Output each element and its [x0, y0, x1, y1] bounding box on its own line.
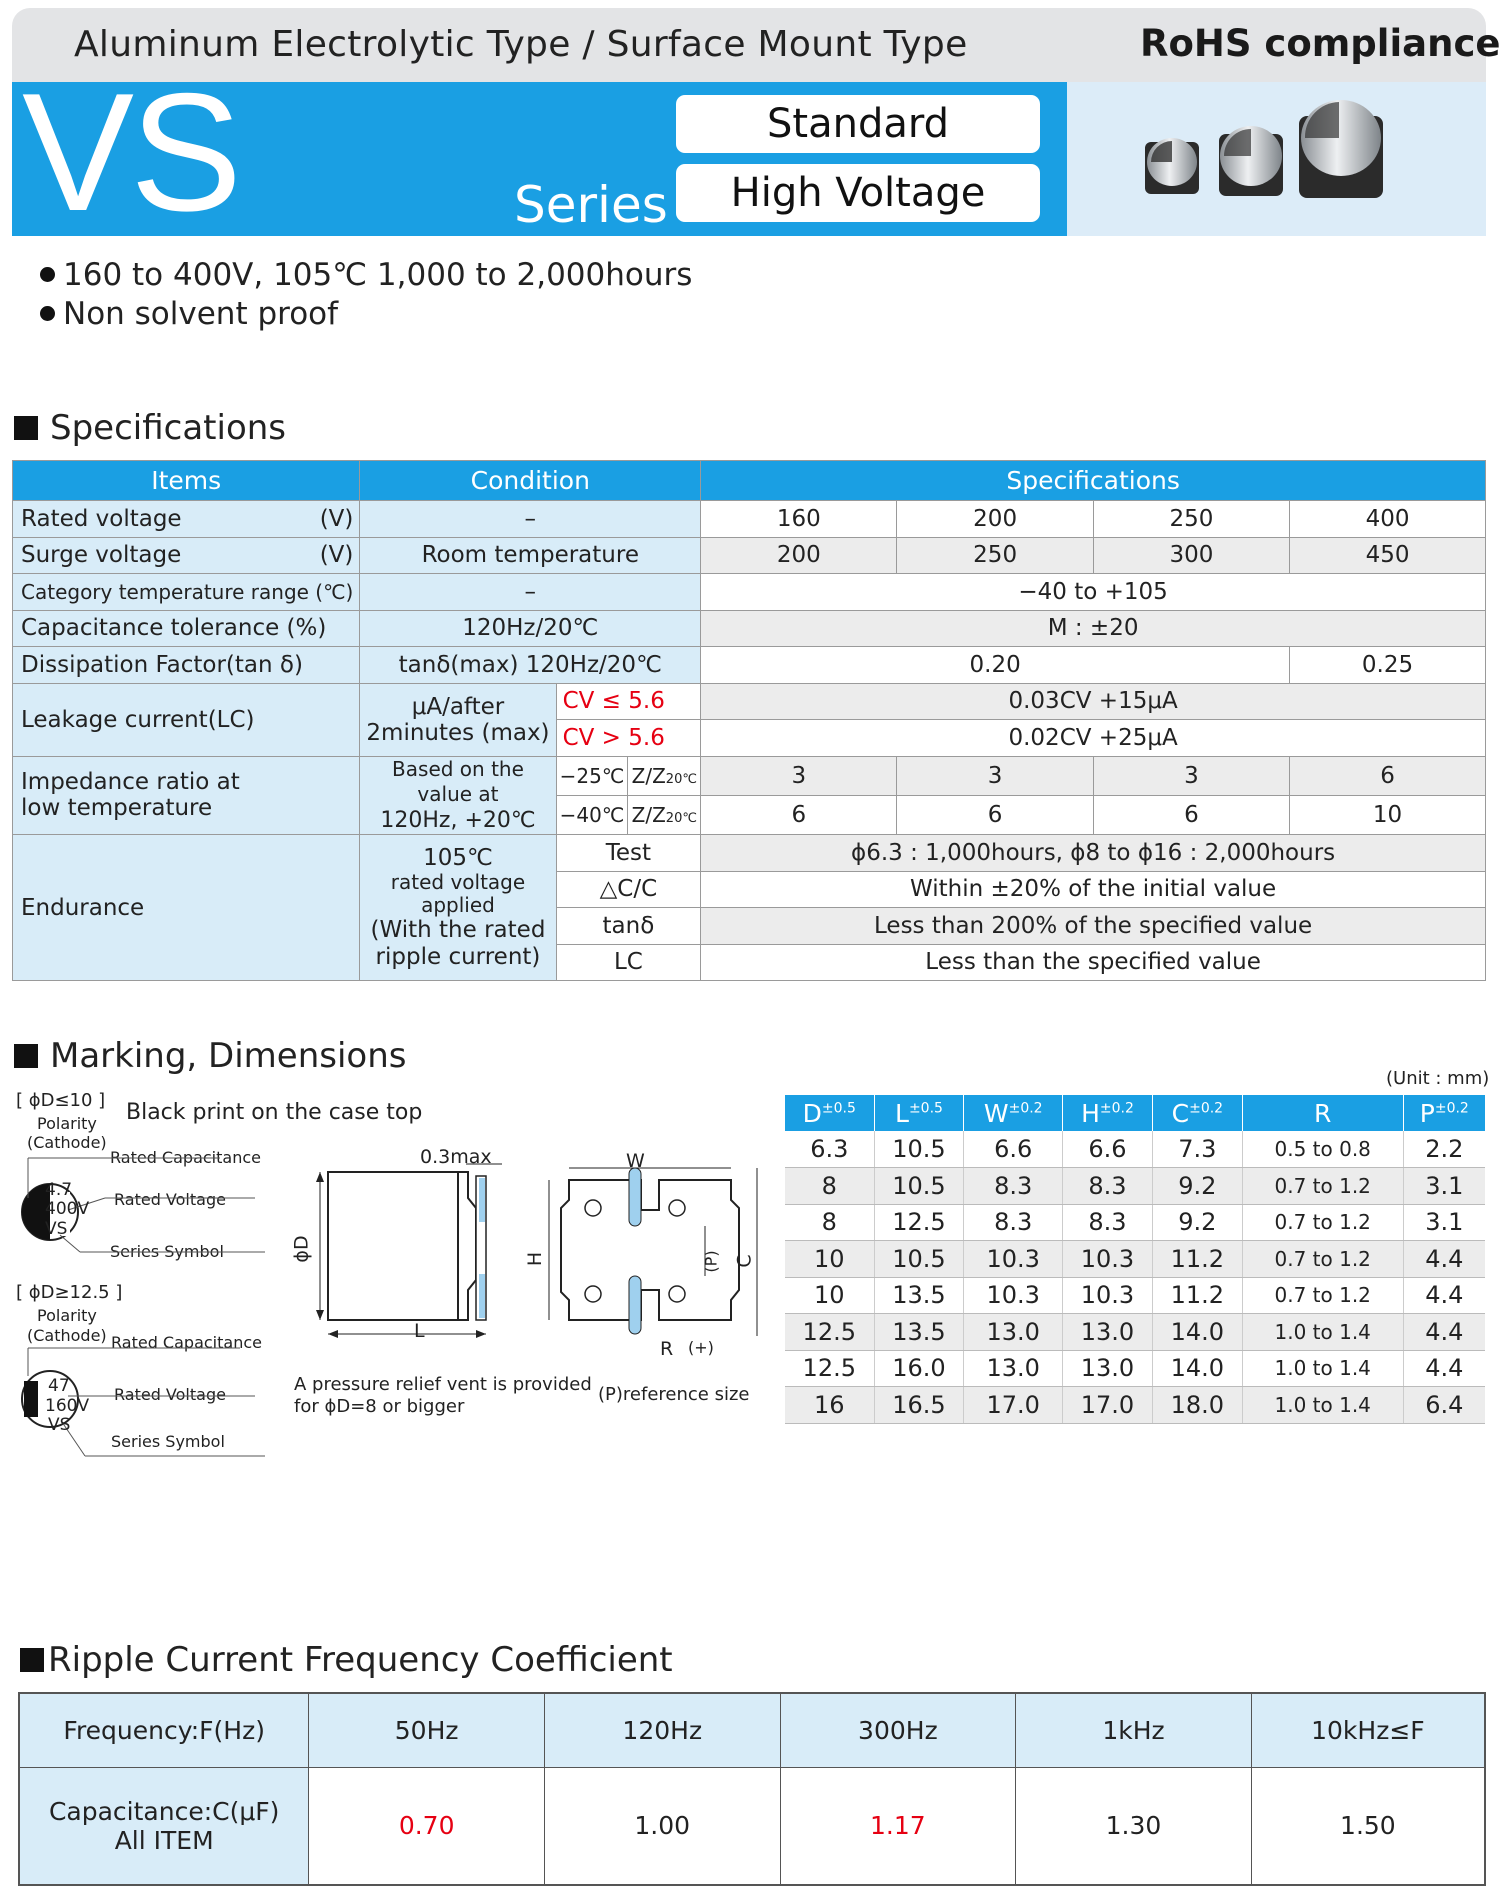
dim-p-label: (P)	[701, 1250, 721, 1273]
table-cell: 16.0	[874, 1350, 964, 1387]
square-bullet-icon	[14, 1044, 38, 1068]
table-cell: 10.3	[964, 1277, 1063, 1314]
value-cell: 0.20	[701, 647, 1290, 684]
table-cell: 10.5	[874, 1168, 964, 1205]
marking-series-symbol: VS	[48, 1415, 71, 1435]
square-bullet-icon	[14, 416, 38, 440]
table-row	[13, 647, 1486, 684]
table-row	[785, 1277, 1485, 1314]
condition-cell: –	[360, 574, 701, 611]
tag-high-voltage: High Voltage	[676, 164, 1040, 222]
series-symbol-label: Series Symbol	[111, 1432, 225, 1451]
dim-c-label: C	[733, 1254, 756, 1268]
series-code: VS	[22, 58, 239, 246]
frequency-label: Frequency:F(Hz)	[19, 1693, 309, 1767]
table-cell: 9.2	[1152, 1168, 1242, 1205]
table-cell: 9.2	[1152, 1204, 1242, 1241]
table-row	[785, 1168, 1485, 1205]
table-cell: 16	[785, 1387, 874, 1424]
frequency-cell: 300Hz	[780, 1693, 1016, 1767]
table-row	[13, 501, 1486, 538]
marking-capacitance: 4.7	[45, 1180, 73, 1200]
reference-size-note: (P)reference size	[598, 1384, 750, 1405]
table-cell: 8.3	[964, 1168, 1063, 1205]
z-ratio-cell: Z/Z20℃	[628, 756, 701, 795]
dim-h-label: H	[524, 1251, 547, 1267]
value-cell: 200	[701, 537, 897, 574]
capacitor-photo-image	[1067, 82, 1486, 236]
header-specifications: Specifications	[701, 461, 1486, 501]
endurance-key-cell: LC	[556, 944, 701, 981]
frequency-row	[19, 1693, 1485, 1767]
table-cell: 13.0	[964, 1350, 1063, 1387]
capacitance-label: Capacitance:C(μF) All ITEM	[19, 1767, 309, 1885]
coefficient-cell: 1.30	[1016, 1767, 1252, 1885]
dim-r-label: R	[660, 1338, 674, 1360]
dimensions-header-row	[785, 1095, 1485, 1131]
ripple-heading: Ripple Current Frequency Coefficient	[20, 1640, 673, 1680]
value-cell: 6	[701, 795, 897, 834]
rated-volt-label: Rated Voltage	[114, 1190, 226, 1209]
dim-03max-label: 0.3max	[420, 1146, 492, 1168]
table-cell: 1.0 to 1.4	[1242, 1350, 1403, 1387]
header-items: Items	[13, 461, 360, 501]
table-row	[13, 610, 1486, 647]
specifications-table	[12, 460, 1486, 981]
column-header: $P^{\pm 0.2}$	[1403, 1095, 1485, 1131]
column-header: $H^{\pm 0.2}$	[1063, 1095, 1153, 1131]
value-cell: Within ±20% of the initial value	[701, 871, 1486, 908]
row-label: Rated voltage (V)	[13, 501, 360, 538]
table-cell: 10.5	[874, 1131, 964, 1168]
table-cell: 0.5 to 0.8	[1242, 1131, 1403, 1168]
table-cell: 8.3	[1063, 1204, 1153, 1241]
table-cell: 6.4	[1403, 1387, 1485, 1424]
table-cell: 2.2	[1403, 1131, 1485, 1168]
product-type-title: Aluminum Electrolytic Type / Surface Mount Type	[74, 24, 968, 65]
table-row	[13, 537, 1486, 574]
coefficient-row	[19, 1767, 1485, 1885]
temp-cell: −40℃	[556, 795, 628, 834]
condition-cell: Room temperature	[360, 537, 701, 574]
table-cell: 8.3	[964, 1204, 1063, 1241]
table-cell: 18.0	[1152, 1387, 1242, 1424]
value-cell: 200	[897, 501, 1093, 538]
value-cell: 400	[1290, 501, 1486, 538]
marking-capacitance: 47	[48, 1376, 70, 1396]
value-cell: 300	[1093, 537, 1289, 574]
endurance-key-cell: tanδ	[556, 908, 701, 945]
value-cell: 450	[1290, 537, 1486, 574]
unit-label: (Unit : mm)	[1386, 1068, 1490, 1089]
table-cell: 14.0	[1152, 1314, 1242, 1351]
table-cell: 12.5	[874, 1204, 964, 1241]
table-cell: 0.7 to 1.2	[1242, 1241, 1403, 1278]
table-row	[785, 1350, 1485, 1387]
value-cell: Less than 200% of the specified value	[701, 908, 1486, 945]
column-header: $C^{\pm 0.2}$	[1152, 1095, 1242, 1131]
value-cell: 0.03CV +15μA	[701, 683, 1486, 720]
row-label: Dissipation Factor(tan δ)	[13, 647, 360, 684]
table-cell: 3.1	[1403, 1204, 1485, 1241]
column-header: R	[1242, 1095, 1403, 1131]
table-cell: 8	[785, 1204, 874, 1241]
row-label: Category temperature range (℃)	[13, 574, 360, 611]
table-cell: 10.3	[964, 1241, 1063, 1278]
value-cell: ϕ6.3 : 1,000hours, ϕ8 to ϕ16 : 2,000hours	[701, 835, 1486, 872]
coefficient-cell: 1.50	[1251, 1767, 1485, 1885]
table-cell: 6.3	[785, 1131, 874, 1168]
value-cell: 3	[897, 756, 1093, 795]
table-cell: 11.2	[1152, 1277, 1242, 1314]
rated-volt-label: Rated Voltage	[114, 1385, 226, 1404]
row-label: Leakage current(LC)	[13, 683, 360, 756]
frequency-cell: 120Hz	[544, 1693, 780, 1767]
table-cell: 13.0	[964, 1314, 1063, 1351]
row-label: Endurance	[13, 835, 360, 981]
table-cell: 0.7 to 1.2	[1242, 1204, 1403, 1241]
table-cell: 6.6	[1063, 1131, 1153, 1168]
polarity-label: Polarity	[37, 1114, 97, 1133]
table-cell: 0.7 to 1.2	[1242, 1277, 1403, 1314]
table-cell: 8	[785, 1168, 874, 1205]
column-header: $L^{\pm 0.5}$	[874, 1095, 964, 1131]
vent-note: A pressure relief vent is provided	[294, 1374, 592, 1395]
coefficient-cell: 1.17	[780, 1767, 1016, 1885]
coefficient-cell: 1.00	[544, 1767, 780, 1885]
table-row	[785, 1204, 1485, 1241]
feature-item: Non solvent proof	[40, 296, 338, 332]
value-cell: M : ±20	[701, 610, 1486, 647]
table-cell: 11.2	[1152, 1241, 1242, 1278]
value-cell: Less than the specified value	[701, 944, 1486, 981]
table-cell: 8.3	[1063, 1168, 1153, 1205]
dim-plus-label: (+)	[688, 1338, 714, 1357]
table-cell: 16.5	[874, 1387, 964, 1424]
polarity-label: Polarity	[37, 1306, 97, 1325]
specifications-heading: Specifications	[14, 408, 286, 448]
value-cell: 250	[897, 537, 1093, 574]
series-symbol-label: Series Symbol	[110, 1242, 224, 1261]
table-cell: 10.3	[1063, 1277, 1153, 1314]
value-cell: 6	[897, 795, 1093, 834]
value-cell: 6	[1290, 756, 1486, 795]
cathode-label: (Cathode)	[27, 1326, 107, 1345]
row-label: Capacitance tolerance (%)	[13, 610, 360, 647]
table-cell: 10.3	[1063, 1241, 1153, 1278]
table-cell: 1.0 to 1.4	[1242, 1314, 1403, 1351]
frequency-cell: 1kHz	[1016, 1693, 1252, 1767]
table-cell: 13.5	[874, 1277, 964, 1314]
endurance-key-cell: △C/C	[556, 871, 701, 908]
table-cell: 10	[785, 1241, 874, 1278]
value-cell: 3	[701, 756, 897, 795]
rohs-badge: RoHS compliance	[1140, 22, 1500, 65]
table-cell: 4.4	[1403, 1277, 1485, 1314]
coefficient-cell: 0.70	[309, 1767, 545, 1885]
table-row	[13, 756, 1486, 795]
column-header: $W^{\pm 0.2}$	[964, 1095, 1063, 1131]
rated-cap-label: Rated Capacitance	[110, 1148, 261, 1167]
table-cell: 4.4	[1403, 1350, 1485, 1387]
square-bullet-icon	[20, 1648, 44, 1672]
condition-cell: Based on the value at 120Hz, +20℃	[360, 756, 556, 835]
side-view-drawing	[280, 1150, 530, 1350]
dimensions-table	[785, 1095, 1485, 1424]
table-cell: 0.7 to 1.2	[1242, 1168, 1403, 1205]
black-print-note: Black print on the case top	[126, 1100, 423, 1125]
table-cell: 14.0	[1152, 1350, 1242, 1387]
row-label: Surge voltage (V)	[13, 537, 360, 574]
frequency-cell: 10kHz≤F	[1251, 1693, 1485, 1767]
product-photo-panel	[1067, 82, 1486, 236]
table-cell: 10	[785, 1277, 874, 1314]
bullet-icon	[40, 267, 55, 282]
table-cell: 17.0	[964, 1387, 1063, 1424]
small-case-label: [ ϕD≤10 ]	[16, 1090, 106, 1111]
condition-cell: 120Hz/20℃	[360, 610, 701, 647]
condition-cell: 105℃ rated voltage applied (With the rated ripple current)	[360, 835, 556, 981]
table-cell: 6.6	[964, 1131, 1063, 1168]
value-cell: 0.25	[1290, 647, 1486, 684]
marking-dimensions-heading: Marking, Dimensions	[14, 1036, 406, 1076]
table-row	[785, 1241, 1485, 1278]
table-cell: 13.5	[874, 1314, 964, 1351]
vent-note: for ϕD=8 or bigger	[294, 1396, 465, 1417]
frequency-cell: 50Hz	[309, 1693, 545, 1767]
ripple-coefficient-table	[18, 1692, 1486, 1886]
tag-standard: Standard	[676, 95, 1040, 153]
rated-cap-label: Rated Capacitance	[111, 1333, 262, 1352]
value-cell: −40 to +105	[701, 574, 1486, 611]
table-cell: 1.0 to 1.4	[1242, 1387, 1403, 1424]
dim-phid-label: ϕD	[290, 1235, 313, 1263]
feature-item: 160 to 400V, 105℃ 1,000 to 2,000hours	[40, 257, 692, 293]
table-cell: 17.0	[1063, 1387, 1153, 1424]
header-condition: Condition	[360, 461, 701, 501]
marking-voltage: 160V	[45, 1396, 90, 1416]
large-case-label: [ ϕD≥12.5 ]	[16, 1282, 123, 1303]
dim-w-label: W	[626, 1150, 645, 1172]
row-label: Impedance ratio at low temperature	[13, 756, 360, 835]
table-cell: 12.5	[785, 1314, 874, 1351]
table-row	[13, 835, 1486, 872]
value-cell: 250	[1093, 501, 1289, 538]
marking-voltage: 400V	[45, 1199, 90, 1219]
cv-condition-cell: CV > 5.6	[556, 720, 701, 757]
condition-cell: μA/after 2minutes (max)	[360, 683, 556, 756]
table-cell: 3.1	[1403, 1168, 1485, 1205]
dim-l-label: L	[414, 1320, 425, 1342]
table-cell: 13.0	[1063, 1350, 1153, 1387]
value-cell: 6	[1093, 795, 1289, 834]
temp-cell: −25℃	[556, 756, 628, 795]
table-cell: 12.5	[785, 1350, 874, 1387]
bullet-icon	[40, 306, 55, 321]
endurance-key-cell: Test	[556, 835, 701, 872]
table-cell: 4.4	[1403, 1314, 1485, 1351]
table-cell: 10.5	[874, 1241, 964, 1278]
value-cell: 160	[701, 501, 897, 538]
table-row	[785, 1131, 1485, 1168]
column-header: $D^{\pm 0.5}$	[785, 1095, 874, 1131]
table-row	[785, 1314, 1485, 1351]
table-row	[785, 1387, 1485, 1424]
condition-cell: tanδ(max) 120Hz/20℃	[360, 647, 701, 684]
series-word: Series	[514, 176, 668, 234]
table-cell: 7.3	[1152, 1131, 1242, 1168]
value-cell: 10	[1290, 795, 1486, 834]
table-cell: 4.4	[1403, 1241, 1485, 1278]
table-cell: 13.0	[1063, 1314, 1153, 1351]
cv-condition-cell: CV ≤ 5.6	[556, 683, 701, 720]
cathode-label: (Cathode)	[27, 1133, 107, 1152]
condition-cell: –	[360, 501, 701, 538]
z-ratio-cell: Z/Z20℃	[628, 795, 701, 834]
table-row	[13, 574, 1486, 611]
table-row	[13, 683, 1486, 720]
value-cell: 0.02CV +25μA	[701, 720, 1486, 757]
value-cell: 3	[1093, 756, 1289, 795]
marking-series-symbol: VS	[45, 1219, 68, 1239]
